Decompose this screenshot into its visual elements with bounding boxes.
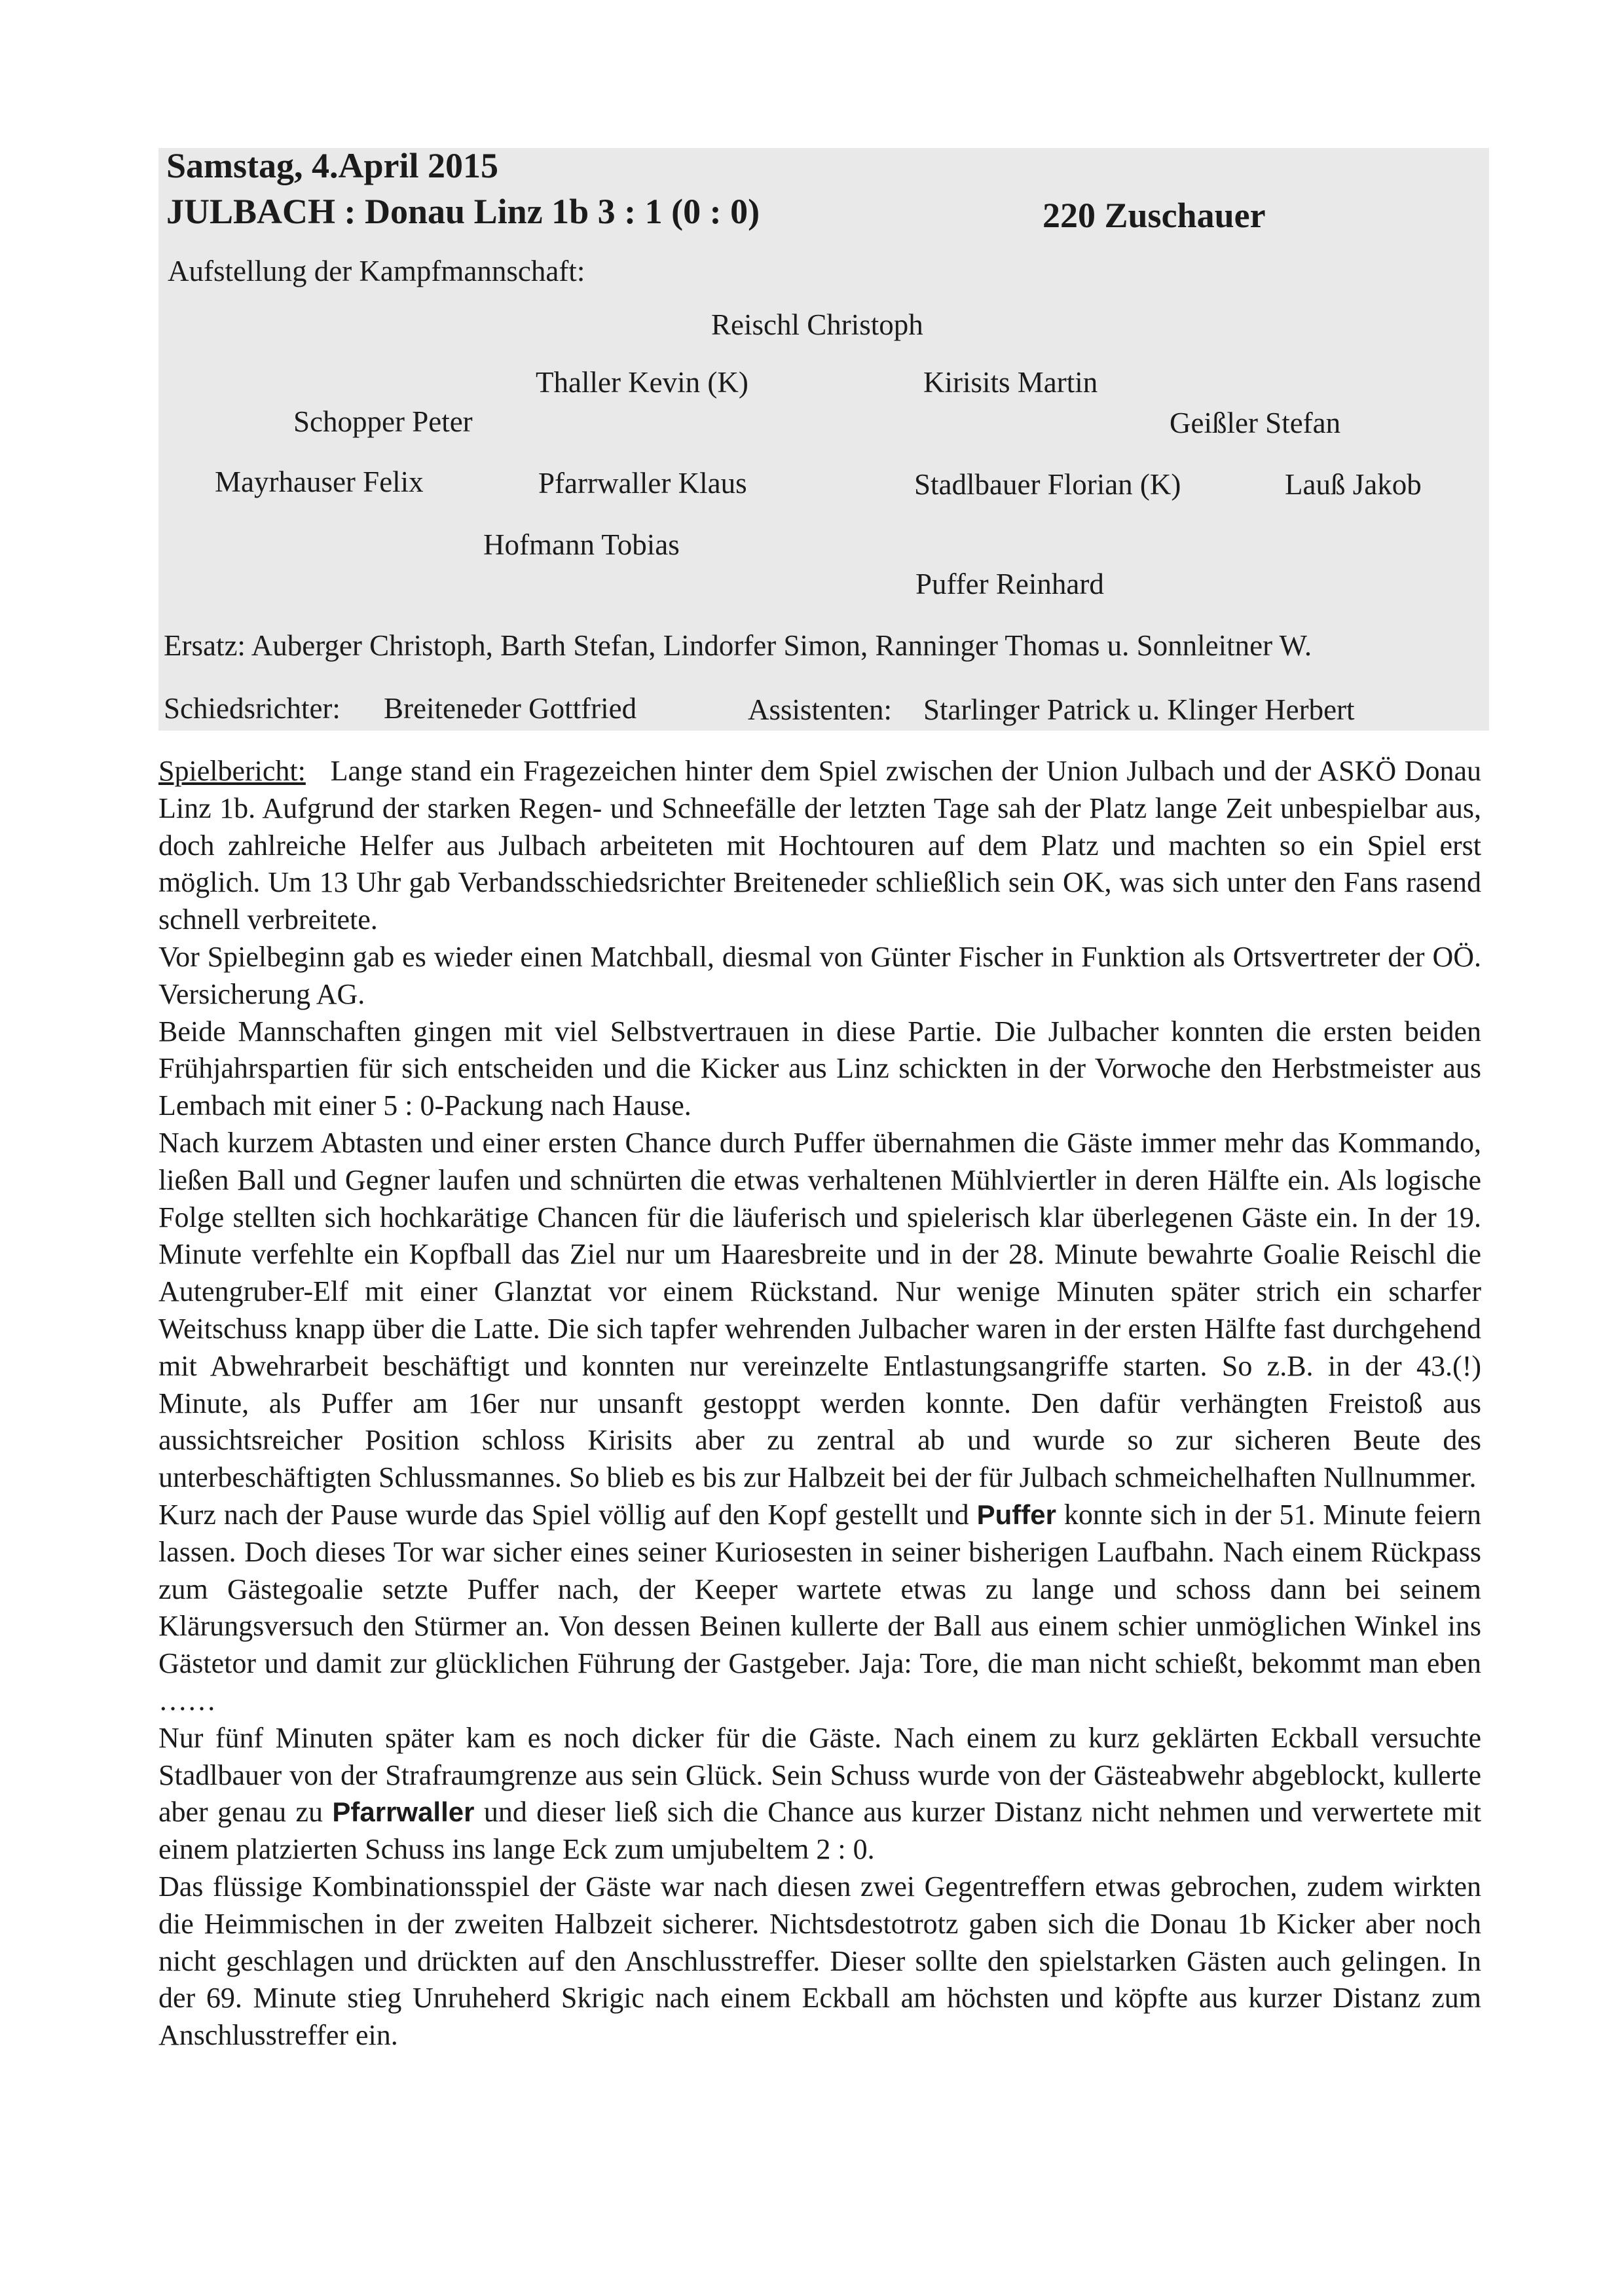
match-date: Samstag, 4.April 2015 [166, 146, 499, 185]
player-midfielder-3: Stadlbauer Florian (K) [914, 468, 1181, 501]
match-report [158, 753, 1481, 2054]
substitutes-line [164, 629, 1312, 663]
player-forward-1: Hofmann Tobias [483, 528, 680, 561]
report-text: konnte sich in der 51. Minute feiern lassen. Doch dieses Tor war sicher eines seiner Kuriosesten in seiner bisherigen Laufbahn. Nach einem Rückpass zum Gästegoalie setzte Puffer nach, der Keeper wartete etwas zu lange und schoss dann bei seinem Klärungsversuch den Stürmer an. Von dessen Beinen kullerte der Ball aus einem schier unmöglichen Winkel ins Gästetor und damit zur glücklichen Führung der Gastgeber. Jaja: Tore, die man nicht schießt, bekommt man eben …… [158, 1498, 1481, 1717]
player-defender-2: Kirisits Martin [923, 366, 1098, 399]
player-midfielder-4: Lauß Jakob [1285, 468, 1422, 501]
report-paragraph [158, 753, 1481, 939]
report-paragraph [158, 1497, 1481, 1720]
player-goalkeeper: Reischl Christoph [711, 308, 923, 341]
report-paragraph: Beide Mannschaften gingen mit viel Selbstvertrauen in diese Partie. Die Julbacher konnten die ersten beiden Frühjahrspartien für sich entscheiden und die Kicker aus Linz schickten in der Vorwoche den Herbstmeister aus Lembach mit einer 5 : 0-Packung nach Hause. [158, 1015, 1481, 1122]
report-paragraph: Vor Spielbeginn gab es wieder einen Matchball, diesmal von Günter Fischer in Funktion als Ortsvertreter der OÖ. Versicherung AG. [158, 940, 1481, 1010]
substitutes-label: Ersatz: [164, 629, 246, 662]
referee-label: Schiedsrichter: [164, 692, 341, 725]
report-paragraph [158, 1720, 1481, 1868]
report-paragraph: Nach kurzem Abtasten und einer ersten Chance durch Puffer übernahmen die Gäste immer mehr das Kommando, ließen Ball und Gegner laufen und schnürten die etwas verhaltenen Mühlviertler in deren Hälfte ein. Als logische Folge stellten sich hochkarätige Chancen für die läuferisch und spielerisch klar überlegenen Gäste ein. In der 19. Minute verfehlte ein Kopfball das Ziel nur um Haaresbreite und in der 28. Minute bewahrte Goalie Reischl die Autengruber-Elf mit einer Glanztat vor einem Rückstand. Nur wenige Minuten später strich ein scharfer Weitschuss knapp über die Latte. Die sich tapfer wehrenden Julbacher waren in der ersten Hälfte fast durchgehend mit Abwehrarbeit beschäftigt und konnten nur vereinzelte Entlastungsangriffe starten. So z.B. in der 43.(!) Minute, als Puffer am 16er nur unsanft gestoppt werden konnte. Den dafür verhängten Freistoß aus aussichtsreicher Position schloss Kirisits aber zu zentral ab und wurde so zur sicheren Beute des unterbeschäftigten Schlussmannes. So blieb es bis zur Halbzeit bei der für Julbach schmeichelhaften Nullnummer. [158, 1126, 1481, 1494]
player-defender-3: Schopper Peter [293, 405, 473, 438]
scorer-name: Pfarrwaller [332, 1796, 475, 1828]
assistants-label: Assistenten: [748, 693, 892, 726]
player-forward-2: Puffer Reinhard [915, 568, 1104, 600]
player-midfielder-2: Pfarrwaller Klaus [538, 467, 747, 500]
match-result: JULBACH : Donau Linz 1b 3 : 1 (0 : 0) [166, 192, 760, 231]
report-text: Nur fünf Minuten später kam es noch dicker für die Gäste. Nach einem zu kurz geklärten Eckball versuchte Stadlbauer von der Strafraumgrenze aus sein Glück. Sein Schuss wurde von der Gästeabwehr abgeblockt, kullerte aber genau zu [158, 1721, 1481, 1829]
scorer-name: Puffer [976, 1499, 1056, 1530]
report-label: Spielbericht: [158, 755, 306, 787]
report-text: und dieser ließ sich die Chance aus kurzer Distanz nicht nehmen und verwertete mit einem platzierten Schuss ins lange Eck zum umjubeltem 2 : 0. [158, 1796, 1482, 1866]
report-paragraph: Das flüssige Kombinationsspiel der Gäste war nach diesen zwei Gegentreffern etwas gebrochen, zudem wirkten die Heimmischen in der zweiten Halbzeit sicherer. Nichtsdestotrotz gaben sich die Donau 1b Kicker aber noch nicht geschlagen und drückten auf den Anschlusstreffer. Dieser sollte den spielstarken Gästen auch gelingen. In der 69. Minute stieg Unruheherd Skrigic nach einem Eckball am höchsten und köpfte aus kurzer Distanz zum Anschlusstreffer ein. [158, 1870, 1481, 2052]
assistants-names: Starlinger Patrick u. Klinger Herbert [923, 693, 1355, 726]
lineup-title: Aufstellung der Kampfmannschaft: [168, 255, 585, 287]
substitutes-names: Auberger Christoph, Barth Stefan, Lindorfer Simon, Ranninger Thomas u. Sonnleitner W. [251, 629, 1312, 662]
report-text: Lange stand ein Fragezeichen hinter dem Spiel zwischen der Union Julbach und der ASKÖ Donau Linz 1b. Aufgrund der starken Regen- und Schneefälle der letzten Tage sah der Platz lange Zeit unbespielbar aus, doch zahlreiche Helfer aus Julbach arbeiteten mit Hochtouren auf dem Platz und machten so ein Spiel erst möglich. Um 13 Uhr gab Verbandsschiedsrichter Breiteneder schließlich sein OK, was sich unter den Fans rasend schnell verbreitete. [158, 755, 1482, 936]
player-midfielder-1: Mayrhauser Felix [215, 465, 424, 498]
spectator-count: 220 Zuschauer [1043, 196, 1266, 235]
report-text: Kurz nach der Pause wurde das Spiel völlig auf den Kopf gestellt und [158, 1498, 969, 1531]
referee-name: Breiteneder Gottfried [384, 692, 637, 725]
player-defender-4: Geißler Stefan [1170, 407, 1341, 439]
player-defender-1: Thaller Kevin (K) [536, 366, 748, 399]
